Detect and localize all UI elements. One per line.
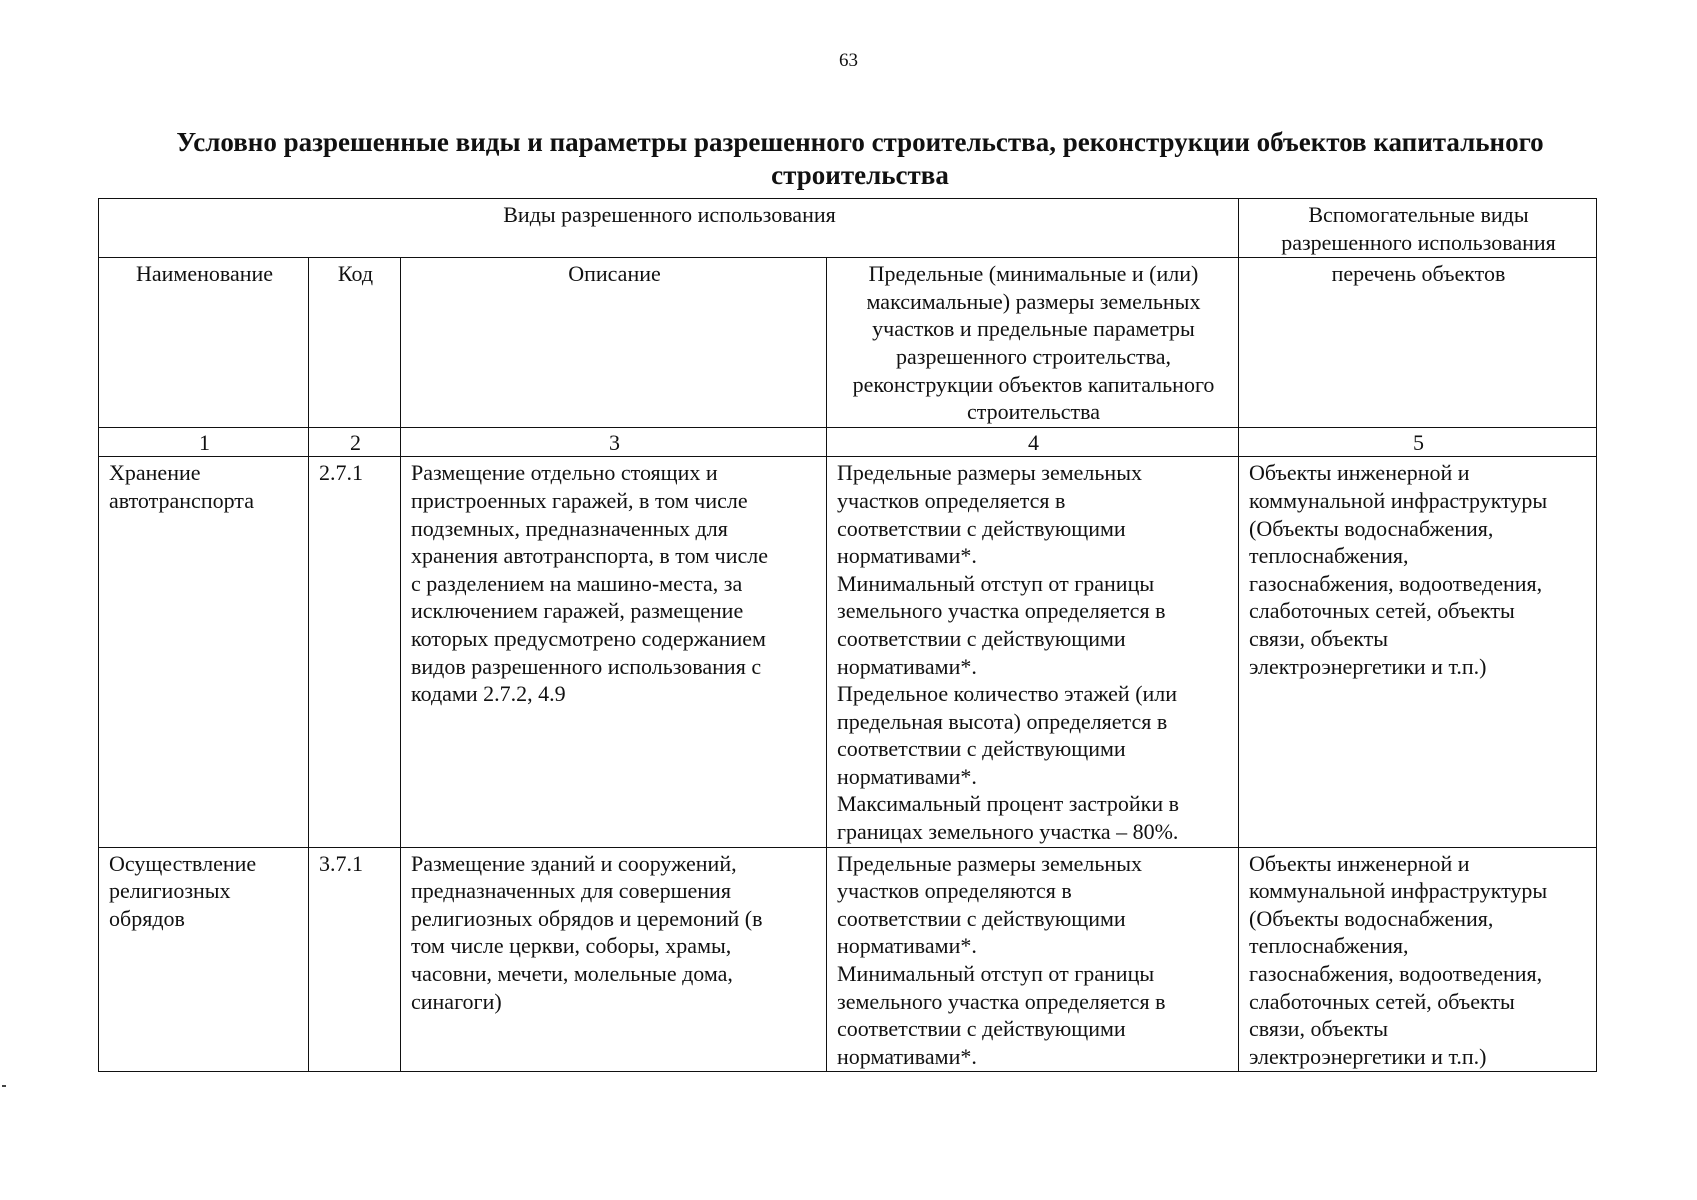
table-row <box>99 457 1597 847</box>
document-title: Условно разрешенные виды и параметры разрешенного строительства, реконструкции объектов капитального строительства <box>176 127 1544 190</box>
scan-artifact <box>2 1085 6 1087</box>
group-header-main: Виды разрешенного использования <box>99 199 1239 258</box>
column-number: 4 <box>827 427 1239 457</box>
land-use-table <box>98 198 1597 1072</box>
column-header-row <box>99 258 1597 428</box>
column-header-aux-objects: перечень объектов <box>1239 258 1597 428</box>
column-header-code: Код <box>309 258 401 428</box>
row-aux-objects-cell: Объекты инженерной и коммунальной инфраструктуры (Объекты водоснабжения, теплоснабжения, газоснабжения, водоотведения, слаботочных сетей, объекты связи, объекты электроэнергетики и т.п.) <box>1239 847 1597 1072</box>
column-number: 3 <box>401 427 827 457</box>
row-description-cell: Размещение зданий и сооружений, предназначенных для совершения религиозных обрядов и церемоний (в том числе церкви, соборы, храмы, часовни, мечети, молельные дома, синагоги) <box>401 847 827 1072</box>
row-code-cell: 2.7.1 <box>309 457 401 847</box>
table-row <box>99 847 1597 1072</box>
row-name-cell: Хранение автотранспорта <box>99 457 309 847</box>
row-parameters-cell: Предельные размеры земельных участков определяются в соответствии с действующими нормативами*. Минимальный отступ от границы земельного участка определяется в соответствии с действующими нормативами*. <box>827 847 1239 1072</box>
row-description-cell: Размещение отдельно стоящих и пристроенных гаражей, в том числе подземных, предназначенных для хранения автотранспорта, в том числе с разделением на машино-места, за исключением гаражей, размещение которых предусмотрено содержанием видов разрешенного использования с кодами 2.7.2, 4.9 <box>401 457 827 847</box>
row-parameters-cell: Предельные размеры земельных участков определяется в соответствии с действующими нормативами*. Минимальный отступ от границы земельного участка определяется в соответствии с действующими нормативами*. Предельное количество этажей (или предельная высота) определяется в соответствии с действующими нормативами*. Максимальный процент застройки в границах земельного участка – 80%. <box>827 457 1239 847</box>
row-name-cell: Осуществление религиозных обрядов <box>99 847 309 1072</box>
column-number: 1 <box>99 427 309 457</box>
column-header-parameters: Предельные (минимальные и (или) максимальные) размеры земельных участков и предельные параметры разрешенного строительства, реконструкции объектов капитального строительства <box>827 258 1239 428</box>
group-header-row <box>99 199 1597 258</box>
column-header-name: Наименование <box>99 258 309 428</box>
column-header-description: Описание <box>401 258 827 428</box>
row-aux-objects-cell: Объекты инженерной и коммунальной инфраструктуры (Объекты водоснабжения, теплоснабжения, газоснабжения, водоотведения, слаботочных сетей, объекты связи, объекты электроэнергетики и т.п.) <box>1239 457 1597 847</box>
column-number: 2 <box>309 427 401 457</box>
column-number-row <box>99 427 1597 457</box>
row-code-cell: 3.7.1 <box>309 847 401 1072</box>
column-number: 5 <box>1239 427 1597 457</box>
page-number: 63 <box>839 50 858 71</box>
group-header-aux: Вспомогательные виды разрешенного использования <box>1239 199 1597 258</box>
